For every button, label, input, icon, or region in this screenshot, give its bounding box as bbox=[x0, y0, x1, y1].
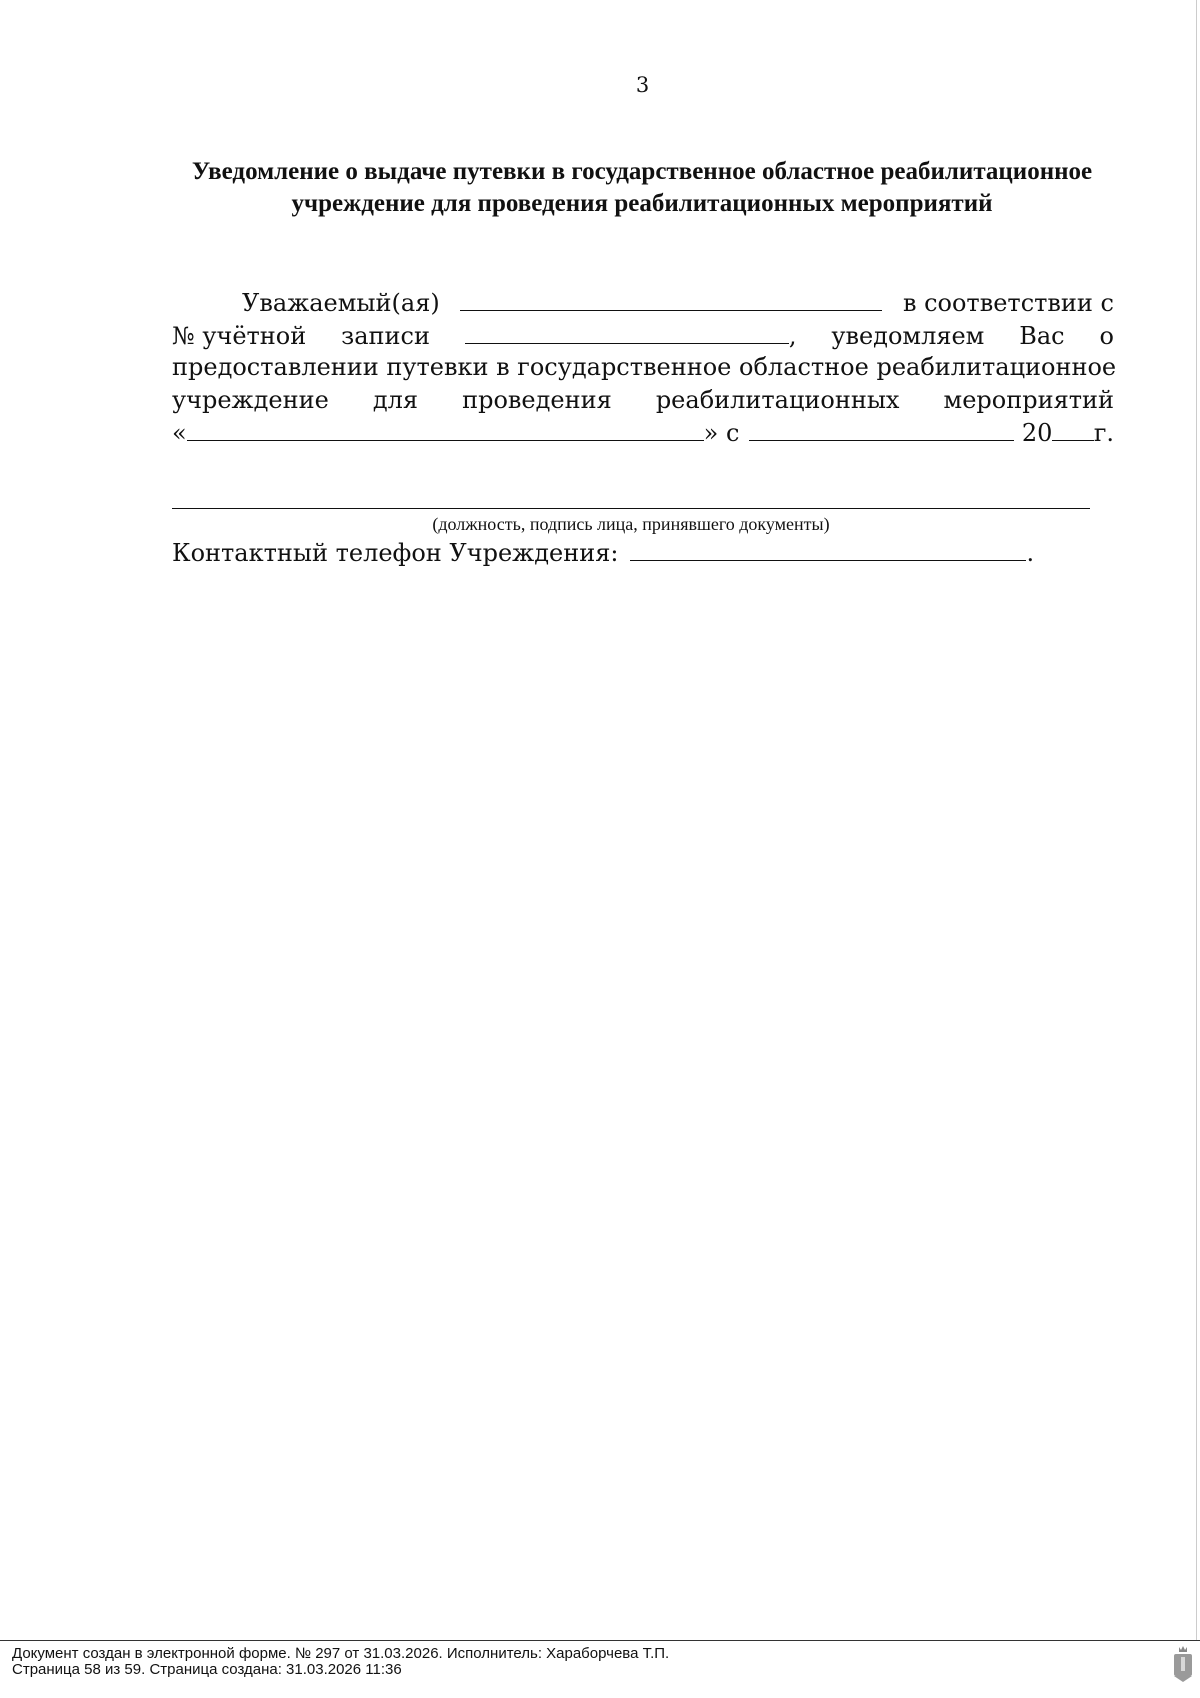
greeting-group bbox=[172, 287, 440, 320]
contact-phone-label: Контактный телефон Учреждения: bbox=[172, 539, 619, 567]
in-accordance-text: в соответствии с bbox=[902, 289, 1114, 317]
account-word: записи bbox=[341, 321, 430, 350]
account-number-label: № учётной bbox=[172, 321, 307, 350]
body-line-4 bbox=[172, 384, 1114, 417]
footer-line-1: Документ создан в электронной форме. № 297 от 31.03.2026. Исполнитель: Хараборчева Т.П. bbox=[12, 1645, 670, 1662]
you-text: Вас bbox=[1019, 321, 1065, 350]
page-edge bbox=[1196, 0, 1197, 1640]
year-blank[interactable] bbox=[1052, 416, 1093, 441]
contact-phone-end: . bbox=[1026, 539, 1035, 567]
greeting-text: Уважаемый(ая) bbox=[242, 289, 440, 317]
body-line-1 bbox=[172, 286, 1114, 319]
institution-name-blank[interactable] bbox=[187, 416, 704, 441]
word-rehab: реабилитационных bbox=[655, 385, 900, 414]
body-line-2 bbox=[172, 319, 1114, 352]
year-prefix: 20 bbox=[1021, 419, 1053, 447]
word-events: мероприятий bbox=[943, 385, 1114, 414]
page-number: 3 bbox=[635, 73, 650, 97]
signature-caption: (должность, подпись лица, принявшего документы) bbox=[432, 514, 830, 534]
footer-divider bbox=[0, 1640, 1200, 1641]
year-suffix: г. bbox=[1093, 419, 1115, 447]
word-for: для bbox=[372, 385, 419, 414]
recipient-name-blank[interactable] bbox=[460, 286, 882, 311]
document-title: Уведомление о выдаче путевки в государственное областное реабилитационное учреждение для проведения реабилитационных мероприятий bbox=[191, 158, 1093, 217]
body-line-3 bbox=[172, 351, 1117, 384]
notify-text: уведомляем bbox=[831, 321, 985, 350]
contact-phone-blank[interactable] bbox=[630, 536, 1026, 561]
quote-close-from: » с bbox=[703, 419, 740, 447]
contact-phone-line bbox=[172, 536, 1034, 569]
quote-open: « bbox=[172, 419, 187, 447]
word-institution: учреждение bbox=[172, 385, 329, 414]
account-number-group bbox=[465, 319, 797, 353]
document-footer bbox=[12, 1646, 669, 1678]
word-conducting: проведения bbox=[462, 385, 612, 414]
about-text: о bbox=[1099, 321, 1114, 350]
account-number-blank[interactable] bbox=[465, 319, 789, 344]
start-date-blank[interactable] bbox=[749, 416, 1013, 441]
body-line-3-text: предоставлении путевки в государственное областное реабилитационное bbox=[172, 353, 1117, 381]
notification-body bbox=[172, 286, 1117, 449]
signature-line[interactable] bbox=[172, 508, 1090, 509]
comma-text: , bbox=[788, 321, 797, 350]
footer-line-2: Страница 58 из 59. Страница создана: 31.03.2026 11:36 bbox=[12, 1661, 402, 1678]
coat-of-arms-icon bbox=[1172, 1645, 1194, 1683]
body-line-5 bbox=[172, 416, 1114, 449]
